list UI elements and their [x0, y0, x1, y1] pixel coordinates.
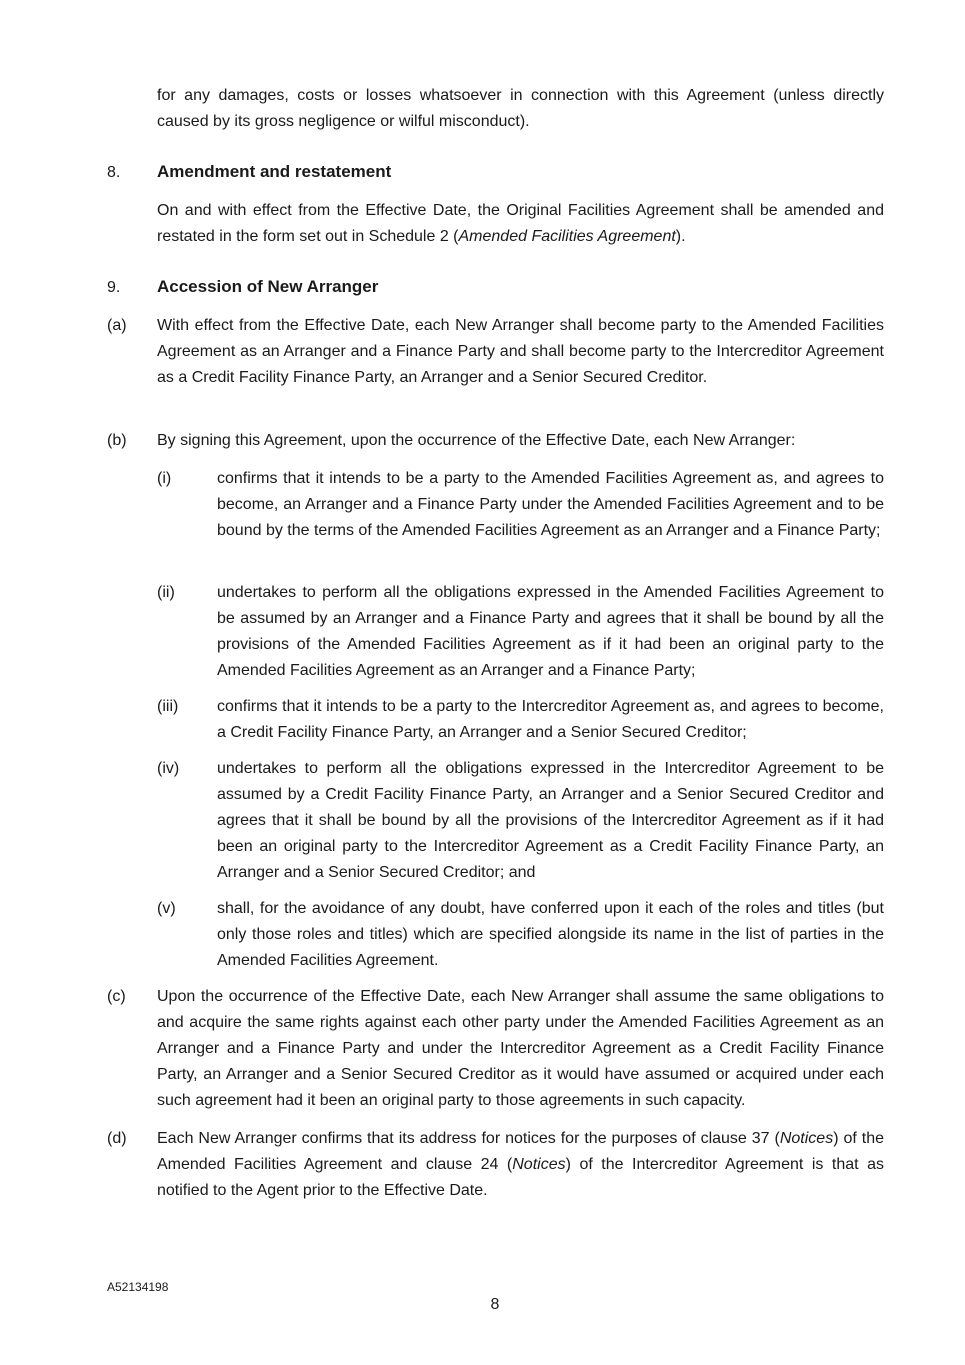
clause-b-paragraph: By signing this Agreement, upon the occurrence of the Effective Date, each New Arranger: [157, 432, 796, 449]
section-9-heading: Accession of New Arranger [157, 277, 379, 296]
subclause-v-paragraph: shall, for the avoidance of any doubt, have conferred upon it each of the roles and titles (but only those roles and titles) which are specified alongside its name in the list of parties in the Amended Facilities Agreement. [217, 900, 884, 969]
section-8-number: 8. [107, 164, 121, 181]
document-id: A52134198 [107, 1280, 169, 1294]
clause-c-paragraph: Upon the occurrence of the Effective Date, each New Arranger shall assume the same obligations to and acquire the same rights against each other party under the Amended Facilities Agreement as an Arranger and a Finance Party and under the Intercreditor Agreement as a Credit Facility Finance Party, an Arranger and a Senior Secured Creditor as it would have assumed or acquired under each such agreement had it been an original party to those agreements in such capacity. [157, 988, 884, 1109]
clause-d-paragraph: Each New Arranger confirms that its address for notices for the purposes of clause 37 (Notices) of the Amended Facilities Agreement and clause 24 (Notices) of the Intercreditor Agreement is that as notified to the Agent prior to the Effective Date. [157, 1130, 884, 1199]
section-9-number: 9. [107, 279, 121, 296]
subclause-iv-paragraph: undertakes to perform all the obligations expressed in the Intercreditor Agreement to be assumed by a Credit Facility Finance Party, an Arranger and a Senior Secured Creditor and agrees that it shall be bound by all the provisions of the Intercreditor Agreement as if it had been an original party to the Intercreditor Agreement as a Credit Facility Finance Party, an Arranger and a Senior Secured Creditor; and [217, 760, 884, 881]
clause-c-label: (c) [107, 988, 126, 1005]
clause-d-label: (d) [107, 1130, 127, 1147]
clause-b-label: (b) [107, 432, 127, 449]
subclause-v-label: (v) [157, 900, 176, 917]
clause-a-paragraph: With effect from the Effective Date, each New Arranger shall become party to the Amended Facilities Agreement as an Arranger and a Finance Party and shall become party to the Intercreditor Agreement as a Credit Facility Finance Party, an Arranger and a Senior Secured Creditor. [157, 317, 884, 386]
subclause-iv-label: (iv) [157, 760, 180, 777]
subclause-iii-label: (iii) [157, 698, 179, 715]
subclause-iii-paragraph: confirms that it intends to be a party to the Intercreditor Agreement as, and agrees to become, a Credit Facility Finance Party, an Arranger and a Senior Secured Creditor; [217, 698, 884, 741]
page-number: 8 [490, 1296, 500, 1313]
subclause-i-paragraph: confirms that it intends to be a party to the Amended Facilities Agreement as, and agrees to become, an Arranger and a Finance Party under the Amended Facilities Agreement and to be bound by the terms of the Amended Facilities Agreement as an Arranger and a Finance Party; [217, 470, 884, 539]
subclause-ii-label: (ii) [157, 584, 175, 601]
intro-paragraph: for any damages, costs or losses whatsoever in connection with this Agreement (unless directly caused by its gross negligence or wilful misconduct). [157, 87, 884, 130]
clause-a-label: (a) [107, 317, 127, 334]
section-8-heading: Amendment and restatement [157, 162, 392, 181]
subclause-ii-paragraph: undertakes to perform all the obligations expressed in the Amended Facilities Agreement to be assumed by an Arranger and a Finance Party and agrees that it shall be bound by all the provisions of the Amended Facilities Agreement as if it had been an original party to the Amended Facilities Agreement as an Arranger and a Finance Party; [217, 584, 884, 679]
section-8-paragraph: On and with effect from the Effective Date, the Original Facilities Agreement shall be amended and restated in the form set out in Schedule 2 (Amended Facilities Agreement). [157, 202, 884, 245]
subclause-i-label: (i) [157, 470, 172, 487]
